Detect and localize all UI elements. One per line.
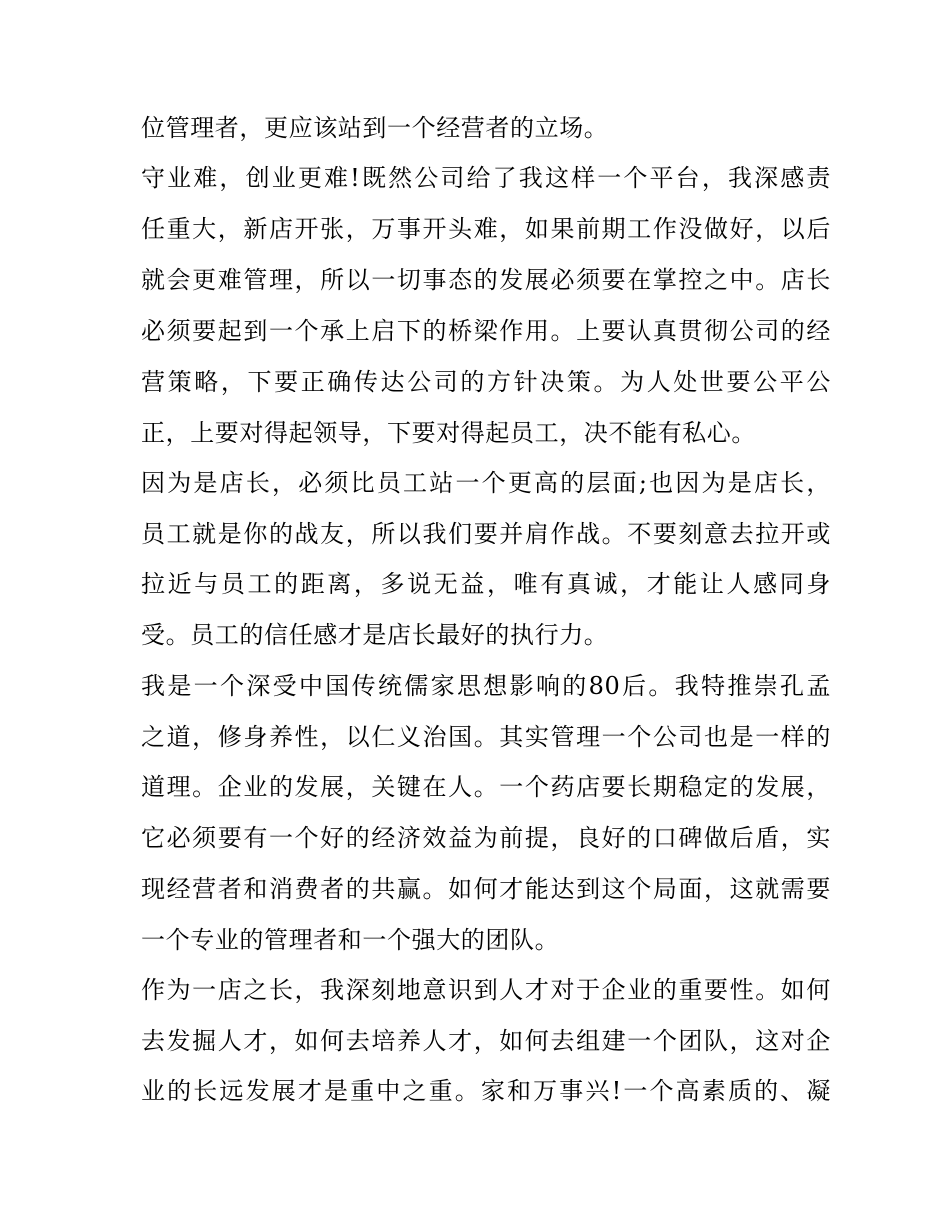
text-line: 之道，修身养性，以仁义治国。其实管理一个公司也是一样的: [141, 723, 831, 751]
text-line: 就会更难管理，所以一切事态的发展必须要在掌控之中。店长: [141, 266, 831, 294]
text-line: 我是一个深受中国传统儒家思想影响的80后。我特推崇孔孟: [141, 672, 831, 700]
text-line: 拉近与员工的距离，多说无益，唯有真诚，才能让人感同身: [141, 570, 831, 598]
text-line: 现经营者和消费者的共赢。如何才能达到这个局面，这就需要: [141, 875, 831, 903]
text-line: 业的长远发展才是重中之重。家和万事兴!一个高素质的、凝: [141, 1077, 831, 1105]
text-line: 受。员工的信任感才是店长最好的执行力。: [141, 621, 609, 649]
text-line: 它必须要有一个好的经济效益为前提，良好的口碑做后盾，实: [141, 824, 831, 852]
text-line: 去发掘人才，如何去培养人才，如何去组建一个团队，这对企: [141, 1027, 831, 1055]
text-line: 必须要起到一个承上启下的桥梁作用。上要认真贯彻公司的经: [141, 317, 831, 345]
text-line: 营策略，下要正确传达公司的方针决策。为人处世要公平公: [141, 368, 831, 396]
text-line: 作为一店之长，我深刻地意识到人才对于企业的重要性。如何: [141, 976, 831, 1004]
text-line: 位管理者，更应该站到一个经营者的立场。: [141, 114, 609, 142]
text-line: 一个专业的管理者和一个强大的团队。: [141, 926, 560, 954]
text-line: 任重大，新店开张，万事开头难，如果前期工作没做好，以后: [141, 215, 831, 243]
text-line: 员工就是你的战友，所以我们要并肩作战。不要刻意去拉开或: [141, 520, 831, 548]
text-line: 道理。企业的发展，关键在人。一个药店要长期稳定的发展，: [141, 773, 831, 801]
text-line: 正，上要对得起领导，下要对得起员工，决不能有私心。: [141, 419, 756, 447]
text-line: 守业难，创业更难!既然公司给了我这样一个平台，我深感责: [141, 164, 831, 192]
text-line: 因为是店长，必须比员工站一个更高的层面;也因为是店长，: [141, 469, 831, 497]
